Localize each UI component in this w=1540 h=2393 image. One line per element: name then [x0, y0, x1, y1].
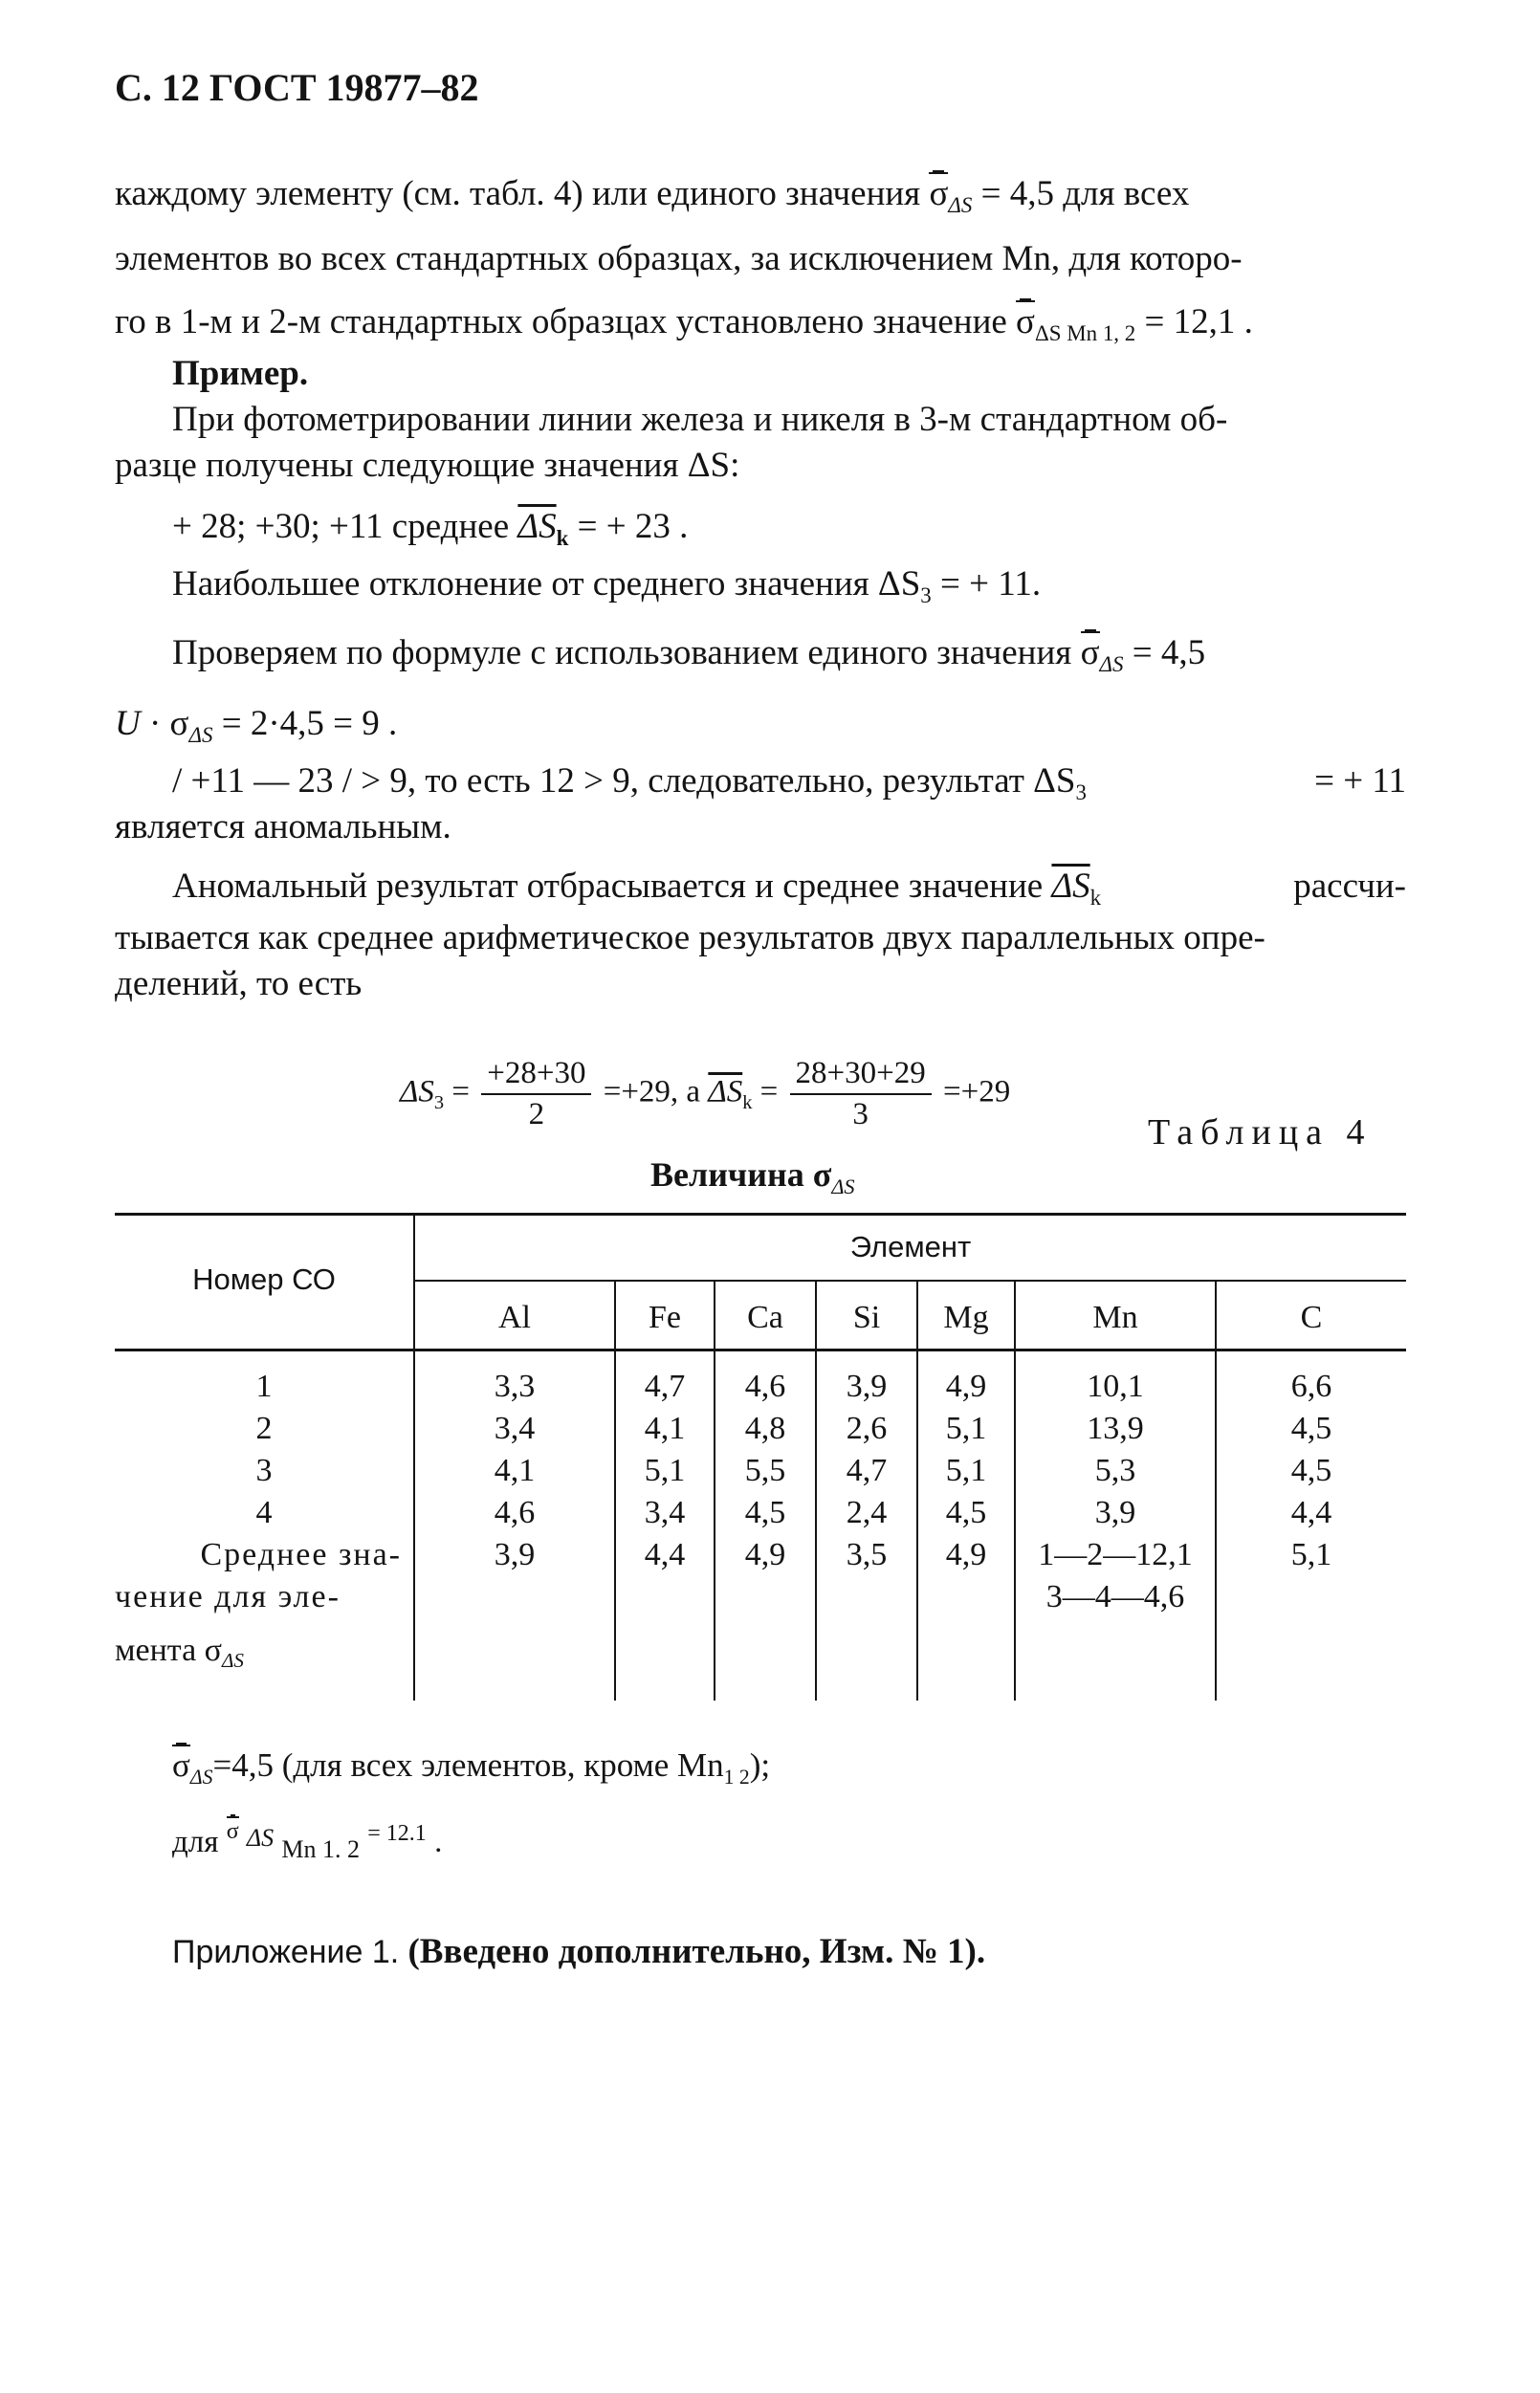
- table-cell: 4,5: [1290, 1453, 1332, 1488]
- discard-line-1: [172, 867, 1406, 911]
- mean-c: 5,1: [1290, 1537, 1332, 1572]
- discard-line-3: делений, то есть: [115, 964, 363, 1003]
- table-top-rule: [115, 1213, 1406, 1216]
- header-mn: Mn: [1092, 1300, 1138, 1335]
- note-1-end: );: [749, 1746, 771, 1784]
- table-cell: 4,1: [494, 1453, 536, 1488]
- sigma-symbol: σ: [1016, 302, 1035, 341]
- intro-line-1-end: = 4,5 для всех: [980, 174, 1190, 213]
- eq-lhs-2-sub: k: [742, 1091, 753, 1113]
- table-row-co: 2: [255, 1411, 273, 1446]
- table-cell: 3,4: [494, 1411, 536, 1446]
- table-cell: 3,4: [644, 1495, 686, 1530]
- appendix-bold: (Введено дополнительно, Изм. № 1).: [407, 1932, 986, 1971]
- fraction-2: [790, 1058, 932, 1131]
- table-cell: 3,9: [1094, 1495, 1136, 1530]
- fraction-2-denominator: 3: [852, 1097, 869, 1131]
- mean-symbol: $\overline{\Delta S}$: [517, 507, 557, 546]
- eq-sign-2: =: [759, 1074, 779, 1109]
- table-title: [650, 1155, 855, 1198]
- mean-mn-2: 3—4—4,6: [1045, 1579, 1185, 1614]
- table-cell: 4,6: [744, 1369, 786, 1404]
- note-2-end: .: [434, 1825, 443, 1859]
- sigma-symbol: σ: [172, 1746, 190, 1784]
- header-c: C: [1300, 1300, 1323, 1335]
- mean-al: 3,9: [494, 1537, 536, 1572]
- equation: [400, 1058, 1010, 1131]
- header-mg: Mg: [943, 1300, 989, 1335]
- header-element: Элемент: [849, 1230, 972, 1263]
- intro-line-3: [115, 300, 1253, 346]
- table-cell: 3,9: [846, 1369, 888, 1404]
- table-cell: 4,4: [1290, 1495, 1332, 1530]
- sigma-symbol: σ: [1080, 633, 1100, 672]
- note-1-subscript: ΔS: [189, 1765, 213, 1789]
- discard-text: Аномальный результат отбрасывается и среднее значение: [172, 867, 1044, 906]
- header-al: Al: [498, 1300, 531, 1335]
- table-cell: 10,1: [1087, 1369, 1144, 1404]
- table-cell: 2,4: [846, 1495, 888, 1530]
- compare-line-1: [172, 761, 1406, 805]
- note-1: [172, 1745, 771, 1789]
- check-end: = 4,5: [1132, 633, 1206, 672]
- table-title-subscript: ΔS: [831, 1174, 855, 1198]
- intro-line-2: элементов во всех стандартных образцах, за исключением Mn, для которо-: [115, 239, 1243, 278]
- table-label: Таблица 4: [1148, 1112, 1373, 1153]
- formula-sigma: · σ: [148, 704, 189, 743]
- table-cell: 4,6: [494, 1495, 536, 1530]
- compare-end: = + 11: [1314, 761, 1406, 801]
- example-title: Пример.: [172, 354, 309, 393]
- note-1-text: =4,5 (для всех элементов, кроме Mn: [212, 1746, 724, 1784]
- mean-label-3: мента σ: [115, 1633, 222, 1668]
- table-element-rule: [413, 1280, 1406, 1282]
- appendix-note: [172, 1934, 985, 1969]
- sigma-symbol: σ: [929, 174, 949, 213]
- sigma-subscript: ΔS Mn 1, 2: [1035, 321, 1136, 346]
- mean-label-subscript: ΔS: [222, 1649, 244, 1673]
- table-cell: 2,6: [846, 1411, 888, 1446]
- formula-line: [115, 704, 398, 748]
- check-text: Проверяем по формуле с использованием единого значения: [172, 633, 1072, 672]
- intro-line-1-text: каждому элементу (см. табл. 4) или единого значения: [115, 174, 921, 213]
- mean-ca: 4,9: [744, 1537, 786, 1572]
- note-2-value: = 12.1: [367, 1821, 427, 1846]
- eq-result-2: =+29: [943, 1074, 1011, 1109]
- note-2-subscript: ΔS: [246, 1824, 275, 1852]
- table-cell: 4,7: [644, 1369, 686, 1404]
- mean-subscript: k: [1089, 886, 1102, 911]
- formula-u: U: [115, 704, 141, 743]
- table-row-co: 3: [255, 1453, 273, 1488]
- table-cell: 6,6: [1290, 1369, 1332, 1404]
- intro-line-3-text: го в 1-м и 2-м стандартных образцах установлено значение: [115, 302, 1007, 341]
- table-cell: 4,5: [945, 1495, 987, 1530]
- table-cell: 4,9: [945, 1369, 987, 1404]
- compare-subscript: 3: [1075, 780, 1087, 805]
- sigma-subscript: ΔS: [1099, 652, 1124, 677]
- table-cell: 13,9: [1087, 1411, 1144, 1446]
- header-ca: Ca: [747, 1300, 783, 1335]
- note-2-text: для: [172, 1825, 219, 1859]
- note-2-mn-subscript: Mn 1. 2: [281, 1835, 361, 1863]
- mean-subscript: k: [556, 526, 569, 551]
- eq-lhs-sub: 3: [433, 1091, 445, 1113]
- fraction-1-numerator: +28+30: [481, 1058, 591, 1095]
- discard-end: рассчи-: [1293, 867, 1406, 906]
- sigma-symbol: σ: [227, 1816, 239, 1843]
- table-cell: 5,1: [945, 1411, 987, 1446]
- table-cell: 4,1: [644, 1411, 686, 1446]
- mean-mn: 1—2—12,1: [1038, 1537, 1193, 1572]
- table-cell: 4,5: [744, 1495, 786, 1530]
- table-cell: 4,7: [846, 1453, 888, 1488]
- mean-label: [115, 1534, 402, 1675]
- appendix-plain: Приложение 1.: [172, 1934, 400, 1970]
- table-row-co: 1: [255, 1369, 273, 1404]
- mean-mg: 4,9: [945, 1537, 987, 1572]
- eq-sign-1: =: [451, 1074, 470, 1109]
- table-row-co: 4: [255, 1495, 273, 1530]
- table-cell: 5,3: [1094, 1453, 1136, 1488]
- note-2: [172, 1819, 443, 1863]
- check-line: [172, 631, 1206, 677]
- values-text: + 28; +30; +11 среднее: [172, 507, 510, 546]
- table-cell: 4,5: [1290, 1411, 1332, 1446]
- max-dev-end: = + 11.: [940, 564, 1042, 604]
- max-dev-text: Наибольшее отклонение от среднего значения ΔS: [172, 564, 921, 604]
- intro-line-1: [115, 172, 1190, 218]
- mean-fe: 4,4: [644, 1537, 686, 1572]
- formula-result: = 2·4,5 = 9 .: [221, 704, 398, 743]
- values-line: [172, 507, 689, 551]
- table-cell: 4,8: [744, 1411, 786, 1446]
- example-line-1: При фотометрировании линии железа и никеля в 3-м стандартном об-: [172, 400, 1228, 439]
- intro-line-3-end: = 12,1 .: [1144, 302, 1253, 341]
- header-fe: Fe: [649, 1300, 681, 1335]
- table-cell: 5,5: [744, 1453, 786, 1488]
- max-deviation-line: [172, 564, 1042, 608]
- table-title-text: Величина σ: [650, 1155, 832, 1194]
- example-line-2: разце получены следующие значения ΔS:: [115, 446, 740, 485]
- header-si: Si: [852, 1300, 881, 1335]
- table-cell: 3,3: [494, 1369, 536, 1404]
- mean-symbol: $\overline{\Delta S}$: [1051, 867, 1090, 906]
- formula-subscript: ΔS: [188, 723, 213, 748]
- values-end: = + 23 .: [577, 507, 689, 546]
- eq-lhs-2: $\overline{\Delta S}$: [708, 1074, 743, 1109]
- sigma-subscript: ΔS: [948, 193, 973, 218]
- mean-label-2: чение для эле-: [115, 1579, 341, 1614]
- fraction-1: [481, 1058, 591, 1131]
- discard-line-2: тывается как среднее арифметическое результатов двух параллельных опре-: [115, 918, 1265, 957]
- max-dev-subscript: 3: [920, 583, 932, 608]
- note-1-mn-subscript: 1 2: [723, 1765, 750, 1789]
- fraction-2-numerator: 28+30+29: [790, 1058, 932, 1095]
- table-header-rule: [115, 1349, 1406, 1351]
- mean-si: 3,5: [846, 1537, 888, 1572]
- page-header: С. 12 ГОСТ 19877–82: [115, 66, 479, 109]
- eq-result-1: =+29, а: [603, 1074, 701, 1109]
- compare-line-2: является аномальным.: [115, 807, 451, 846]
- eq-lhs: ΔS: [400, 1074, 434, 1109]
- table-cell: 5,1: [644, 1453, 686, 1488]
- header-co: Номер СО: [192, 1262, 336, 1296]
- fraction-1-denominator: 2: [528, 1097, 545, 1131]
- table-cell: 5,1: [945, 1453, 987, 1488]
- compare-text: / +11 — 23 / > 9, то есть 12 > 9, следовательно, результат ΔS: [172, 761, 1076, 801]
- mean-label-1: Среднее зна-: [200, 1537, 402, 1572]
